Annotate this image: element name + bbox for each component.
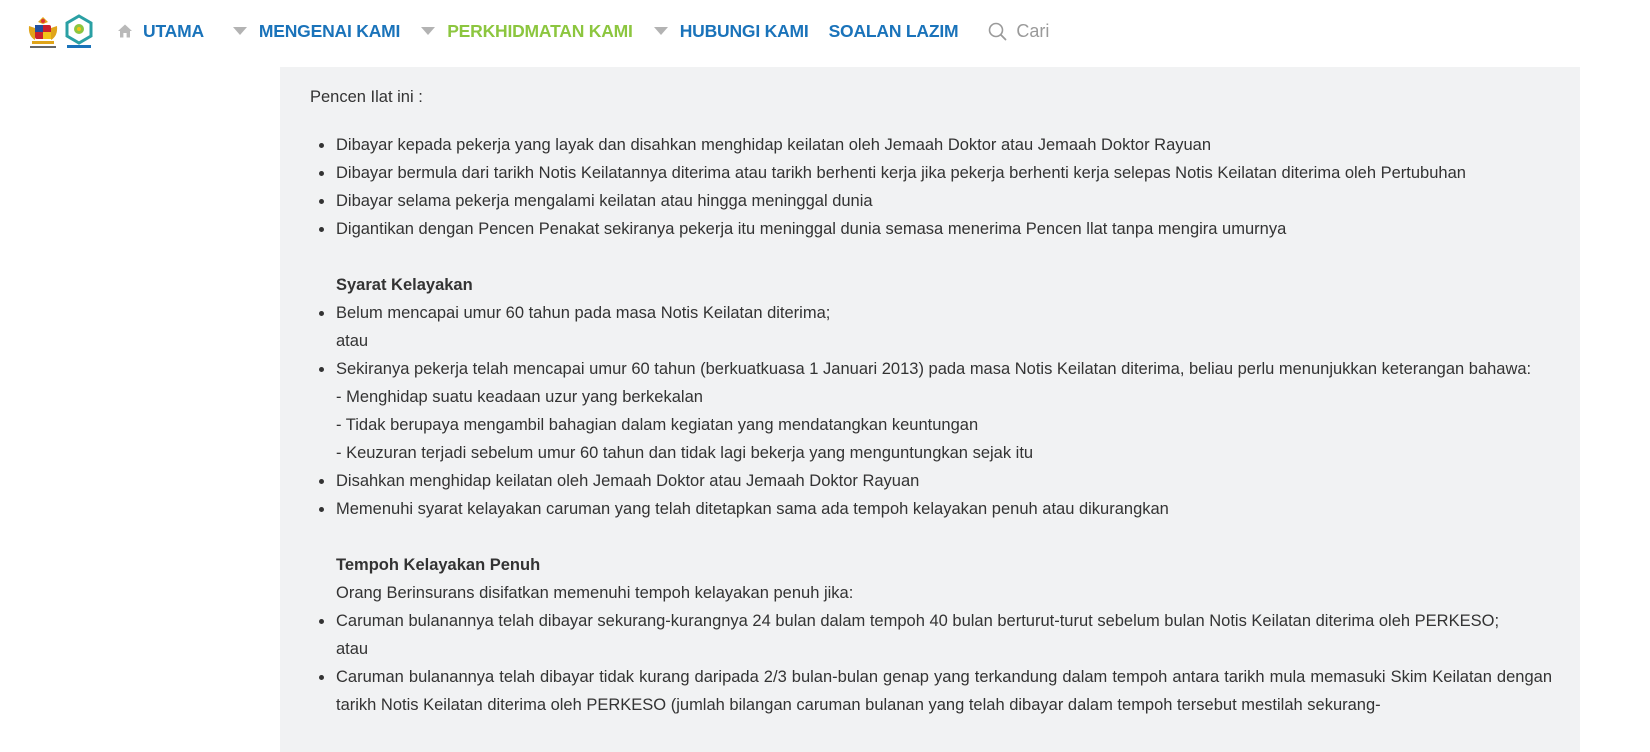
home-icon xyxy=(117,23,133,39)
chevron-down-icon xyxy=(421,27,435,36)
perkeso-logo[interactable] xyxy=(64,14,94,50)
list-item xyxy=(336,607,1552,663)
list-spacer xyxy=(336,243,1552,271)
list-item: Dibayar selama pekerja mengalami keilatan atau hingga meninggal dunia xyxy=(336,187,1552,215)
syarat-item-1: Belum mencapai umur 60 tahun pada masa Notis Keilatan diterima; xyxy=(336,304,831,322)
nav-hubungi-kami-label[interactable]: HUBUNGI KAMI xyxy=(679,20,809,41)
or-text: atau xyxy=(336,332,369,350)
tempoh-kelayakan-heading: Tempoh Kelayakan Penuh xyxy=(336,556,541,574)
list-item xyxy=(336,355,1552,467)
site-header xyxy=(0,0,1650,62)
syarat-sub-item: - Tidak berupaya mengambil bahagian dalam kegiatan yang mendatangkan keuntungan xyxy=(336,416,979,434)
tempoh-intro: Orang Berinsurans disifatkan memenuhi tempoh kelayakan penuh jika: xyxy=(336,584,854,602)
search-icon[interactable] xyxy=(988,22,1007,41)
search-input[interactable] xyxy=(1016,21,1136,42)
nav-utama-label[interactable]: UTAMA xyxy=(143,20,204,41)
tempoh-item-1: Caruman bulanannya telah dibayar sekurang-kurangnya 24 bulan dalam tempoh 40 bulan berturut-turut sebelum bulan Notis Keilatan diterima oleh PERKESO; xyxy=(336,612,1500,630)
list-spacer xyxy=(336,523,1552,551)
list-item: Caruman bulanannya telah dibayar tidak kurang daripada 2/3 bulan-bulan genap yang terkandung dalam tempoh antara tarikh mula memasuki Skim Keilatan dengan tarikh Notis Keilatan diterima oleh PERKESO (jumlah bilangan caruman bulanan yang telah dibayar dalam tempoh tersebut mestilah sekurang- xyxy=(336,663,1552,719)
nav-perkhidmatan-kami[interactable] xyxy=(421,21,633,42)
syarat-kelayakan-heading: Syarat Kelayakan xyxy=(336,276,473,294)
nav-soalan-lazim[interactable] xyxy=(829,21,959,42)
nav-utama[interactable] xyxy=(117,21,204,42)
or-text: atau xyxy=(336,640,369,658)
syarat-item-2: Sekiranya pekerja telah mencapai umur 60 tahun (berkuatkuasa 1 Januari 2013) pada masa Notis Keilatan diterima, beliau perlu menunjukkan keterangan bahawa: xyxy=(336,360,1532,378)
list-item: Dibayar bermula dari tarikh Notis Keilatannya diterima atau tarikh berhenti kerja jika pekerja berhenti kerja selepas Notis Keilatan diterima oleh Pertubuhan xyxy=(336,159,1552,187)
list-item xyxy=(336,299,1552,355)
chevron-down-icon xyxy=(233,27,247,36)
nav-soalan-lazim-label[interactable]: SOALAN LAZIM xyxy=(828,20,959,41)
nav-mengenai-kami[interactable] xyxy=(233,21,400,42)
main-nav xyxy=(117,0,1136,62)
nav-mengenai-kami-label[interactable]: MENGENAI KAMI xyxy=(258,20,401,41)
nav-perkhidmatan-kami-label[interactable]: PERKHIDMATAN KAMI xyxy=(447,20,633,41)
logo-group[interactable] xyxy=(26,14,94,50)
syarat-sub-item: - Menghidap suatu keadaan uzur yang berkekalan xyxy=(336,388,703,406)
list-item: Disahkan menghidap keilatan oleh Jemaah Doktor atau Jemaah Doktor Rayuan xyxy=(336,467,1552,495)
list-item: Dibayar kepada pekerja yang layak dan disahkan menghidap keilatan oleh Jemaah Doktor atau Jemaah Doktor Rayuan xyxy=(336,131,1552,159)
search-box[interactable] xyxy=(988,21,1136,42)
syarat-sub-item: - Keuzuran terjadi sebelum umur 60 tahun dan tidak lagi bekerja yang menguntungkan sejak itu xyxy=(336,444,1034,462)
list-item: Digantikan dengan Pencen Penakat sekiranya pekerja itu meninggal dunia semasa menerima Pencen llat tanpa mengira umurnya xyxy=(336,215,1552,243)
article-body xyxy=(310,83,1552,719)
content-panel xyxy=(280,67,1580,752)
pencen-ilat-list xyxy=(310,131,1552,719)
jata-negara-logo[interactable] xyxy=(26,14,60,50)
list-item: Memenuhi syarat kelayakan caruman yang telah ditetapkan sama ada tempoh kelayakan penuh atau dikurangkan xyxy=(336,495,1552,523)
intro-text: Pencen Ilat ini : xyxy=(310,88,423,106)
chevron-down-icon xyxy=(654,27,668,36)
nav-hubungi-kami[interactable] xyxy=(654,21,809,42)
